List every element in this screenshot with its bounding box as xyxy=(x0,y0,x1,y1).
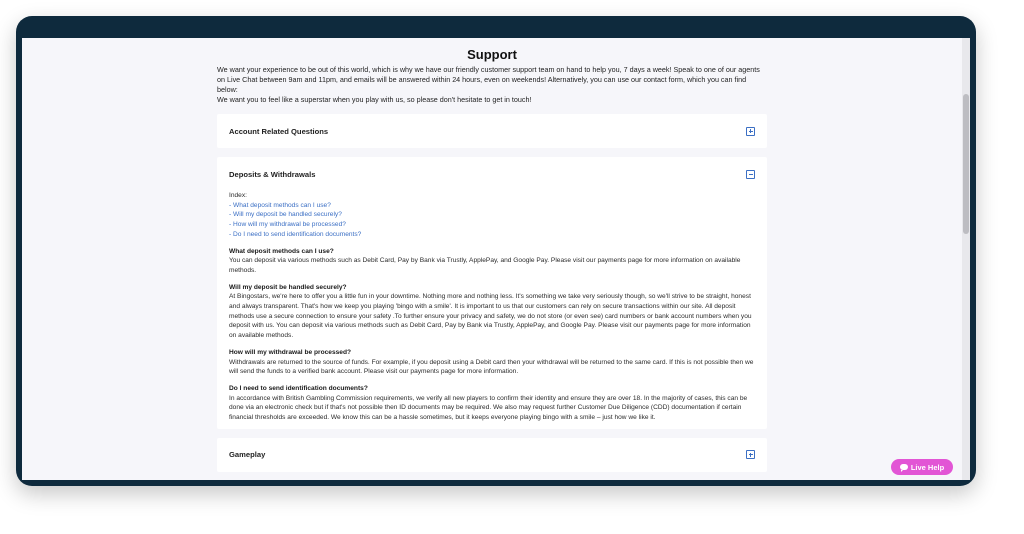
question-deposit-methods: What deposit methods can I use? xyxy=(229,247,334,255)
expand-plus-icon[interactable] xyxy=(746,127,755,136)
collapse-minus-icon[interactable] xyxy=(746,170,755,179)
index-link-identification[interactable]: - Do I need to send identification documents? xyxy=(229,230,362,238)
intro-paragraph-2: We want you to feel like a superstar when you play with us, so please don't hesitate to get in touch! xyxy=(217,95,532,104)
faq-gameplay xyxy=(217,438,767,472)
intro-text xyxy=(217,65,767,105)
live-help-label: Live Help xyxy=(910,462,945,472)
faq-deposits-title: Deposits & Withdrawals xyxy=(229,169,316,179)
index-label: Index: xyxy=(229,192,247,199)
faq-gameplay-title: Gameplay xyxy=(229,450,266,460)
faq-deposits-header[interactable] xyxy=(229,157,755,191)
faq-gameplay-header[interactable] xyxy=(229,438,755,472)
question-deposit-security: Will my deposit be handled securely? xyxy=(229,283,347,291)
page-title: Support xyxy=(467,47,517,62)
question-identification: Do I need to send identification documents? xyxy=(229,384,368,392)
index-link-deposit-methods[interactable]: - What deposit methods can I use? xyxy=(229,201,331,209)
expand-plus-icon[interactable] xyxy=(746,450,755,459)
faq-deposits xyxy=(217,157,767,429)
answer-deposit-security: At Bingostars, we're here to offer you a little fun in your downtime. Nothing more and nothing less. It's something we take very seriously though, so we'll strive to be straight, honest and always transparent. That's how we keep you playing 'bingo with a smile'. It is important to us that our customers can rely on secure transactions within our site. All deposit methods use a secure connection to ensure your safety .To further ensure your privacy and safety, we do not store (or even see) card numbers or bank account numbers when you deposit with us. You can deposit via various methods such as Debit Card, Pay by Bank via Trustly, ApplePay, and Google Pay. Please visit our payments page for more information on available methods. xyxy=(229,293,752,340)
device-frame xyxy=(16,16,976,486)
support-content xyxy=(217,38,767,472)
chat-bubble-icon xyxy=(900,464,908,470)
faq-account xyxy=(217,114,767,148)
answer-deposit-methods: You can deposit via various methods such as Debit Card, Pay by Bank via Trustly, ApplePay, and Google Pay. Please visit our payments page for more information on available methods. xyxy=(229,257,741,274)
faq-account-title: Account Related Questions xyxy=(229,126,329,136)
browser-viewport xyxy=(22,38,970,480)
answer-withdrawal: Withdrawals are returned to the source of funds. For example, if you deposit using a Debit card then your withdrawal will be returned to the same card. If this is not possible then we will send the funds to a verified bank account. Please visit our payments page for more information. xyxy=(229,358,754,376)
scrollbar-thumb[interactable] xyxy=(963,94,969,234)
faq-deposits-body xyxy=(229,191,755,429)
answer-identification: In accordance with British Gambling Commission requirements, we verify all new players to confirm their identity and ensure they are over 18. In the majority of cases, this can be done via an electronic check but if that's not possible then ID documents may be required. We also may request further Customer Due Diligence (CDD) documentation if certain financial thresholds are exceeded. We know this can be a hassle sometimes, but it keeps everyone playing bingo with a smile – just how we like it. xyxy=(229,394,748,422)
intro-paragraph-1: We want your experience to be out of this world, which is why we have our friendly customer support team on hand to help you, 7 days a week! Speak to one of our agents on Live Chat between 9am and 11pm, and emails will be answered within 24 hours, even on weekends! Alternatively, you can use our contact form, which you can find below: xyxy=(217,65,760,94)
question-withdrawal: How will my withdrawal be processed? xyxy=(229,348,352,356)
index-link-withdrawal[interactable]: - How will my withdrawal be processed? xyxy=(229,221,346,229)
faq-account-header[interactable] xyxy=(229,114,755,148)
page-scrollbar[interactable] xyxy=(962,38,970,480)
index-link-deposit-security[interactable]: - Will my deposit be handled securely? xyxy=(229,211,342,219)
live-help-button[interactable] xyxy=(891,459,953,475)
